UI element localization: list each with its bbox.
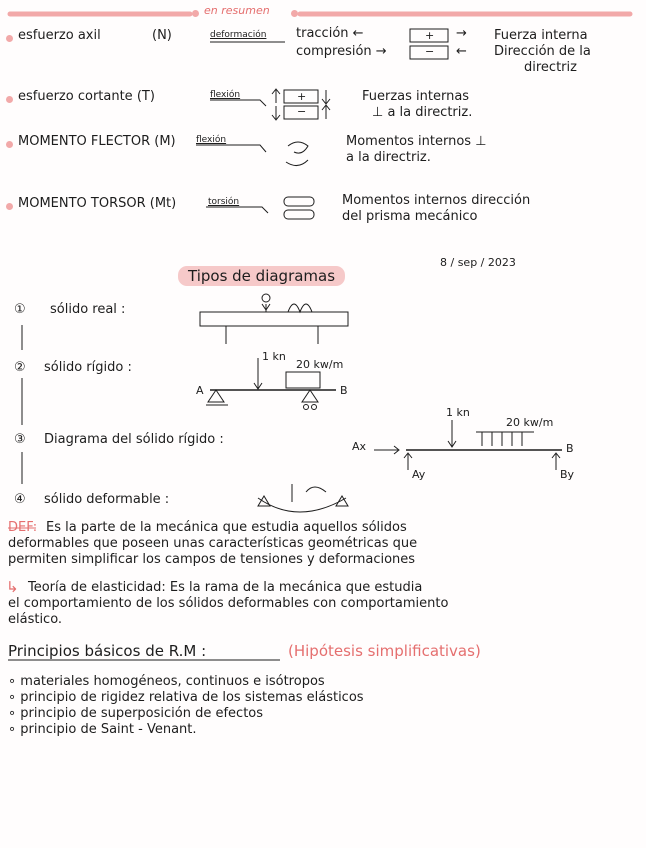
axil-line-2: compresión → <box>296 44 387 59</box>
fbd-ax: Ax <box>352 440 367 453</box>
rigid-point-b: B <box>340 384 348 397</box>
axil-symbol: (N) <box>152 28 172 43</box>
step-3-num: ③ <box>14 432 26 447</box>
def-label: DEF: <box>8 520 38 535</box>
fbd-by: By <box>560 468 575 481</box>
axil-arrow-right: → <box>456 26 467 41</box>
bullet-axil <box>6 35 13 42</box>
torsor-label: MOMENTO TORSOR (Mt) <box>18 196 177 211</box>
axil-line-1: tracción ← <box>296 26 364 41</box>
fbd-point-load: 1 kn <box>446 406 470 419</box>
real-beam <box>200 312 348 326</box>
flector-label: MOMENTO FLECTOR (M) <box>18 134 176 149</box>
axil-link: deformación <box>210 30 267 40</box>
flector-desc-2: a la directriz. <box>346 150 431 165</box>
rigid-point-load: 1 kn <box>262 350 286 363</box>
header-dot-left <box>192 10 199 17</box>
elast-arrow: ↳ <box>6 578 19 596</box>
fbd-dist-load: 20 kw/m <box>506 416 554 429</box>
cortante-link: flexión <box>210 90 241 100</box>
note-date: 8 / sep / 2023 <box>440 256 516 269</box>
bullet-cortante <box>6 96 13 103</box>
axil-desc-1: Fuerza interna <box>494 28 588 43</box>
elast-line-3: elástico. <box>8 612 63 627</box>
step-1-num: ① <box>14 302 26 317</box>
principles-subtitle: (Hipótesis simplificativas) <box>288 642 481 660</box>
flector-desc-1: Momentos internos ⊥ <box>346 134 487 149</box>
cortante-sign-plus: + <box>297 90 307 103</box>
principle-item-3: ∘ principio de superposición de efectos <box>8 706 264 721</box>
step-4-num: ④ <box>14 492 26 507</box>
step-2-num: ② <box>14 360 26 375</box>
axil-label: esfuerzo axil <box>18 28 101 43</box>
axil-desc-2: Dirección de la <box>494 44 591 59</box>
principle-item-1: ∘ materiales homogéneos, continuos e isótropos <box>8 674 325 689</box>
torsor-desc-1: Momentos internos dirección <box>342 193 531 208</box>
step-4-label: sólido deformable : <box>44 492 170 507</box>
rigid-point-a: A <box>196 384 204 397</box>
step-3-label: Diagrama del sólido rígido : <box>44 432 224 447</box>
def-line-1: Es la parte de la mecánica que estudia aquellos sólidos <box>46 520 407 535</box>
cortante-desc-2: ⊥ a la directriz. <box>372 105 473 120</box>
fbd-ay: Ay <box>412 468 426 481</box>
elast-line-2: el comportamiento de los sólidos deformables con comportamiento <box>8 596 449 611</box>
def-line-2: deformables que poseen unas características geométricas que <box>8 536 418 551</box>
axil-sign-minus: − <box>425 45 435 58</box>
torsor-desc-2: del prisma mecánico <box>342 209 478 224</box>
axil-desc-3: directriz <box>524 60 577 75</box>
cortante-sign-minus: − <box>297 105 307 118</box>
elast-line-1: Teoría de elasticidad: Es la rama de la mecánica que estudia <box>28 580 423 595</box>
cortante-desc-1: Fuerzas internas <box>362 89 470 104</box>
step-1-label: sólido real : <box>50 302 126 317</box>
header-title: en resumen <box>204 4 270 17</box>
rigid-dist-load: 20 kw/m <box>296 358 344 371</box>
fbd-point-b: B <box>566 442 574 455</box>
cortante-label: esfuerzo cortante (T) <box>18 89 155 104</box>
flector-link: flexión <box>196 135 227 145</box>
axil-sign-plus: + <box>425 29 435 42</box>
principle-item-4: ∘ principio de Saint - Venant. <box>8 722 197 737</box>
principles-title: Principios básicos de R.M : <box>8 642 207 660</box>
bullet-torsor <box>6 203 13 210</box>
diagrams-title: Tipos de diagramas <box>178 266 345 286</box>
bullet-flector <box>6 141 13 148</box>
step-2-label: sólido rígido : <box>44 360 132 375</box>
axil-arrow-left: ← <box>456 44 467 59</box>
header-dot-right <box>291 10 298 17</box>
torsor-link: torsión <box>208 197 240 207</box>
principle-item-2: ∘ principio de rigidez relativa de los sistemas elásticos <box>8 690 364 705</box>
def-line-3: permiten simplificar los campos de tensiones y deformaciones <box>8 552 416 567</box>
